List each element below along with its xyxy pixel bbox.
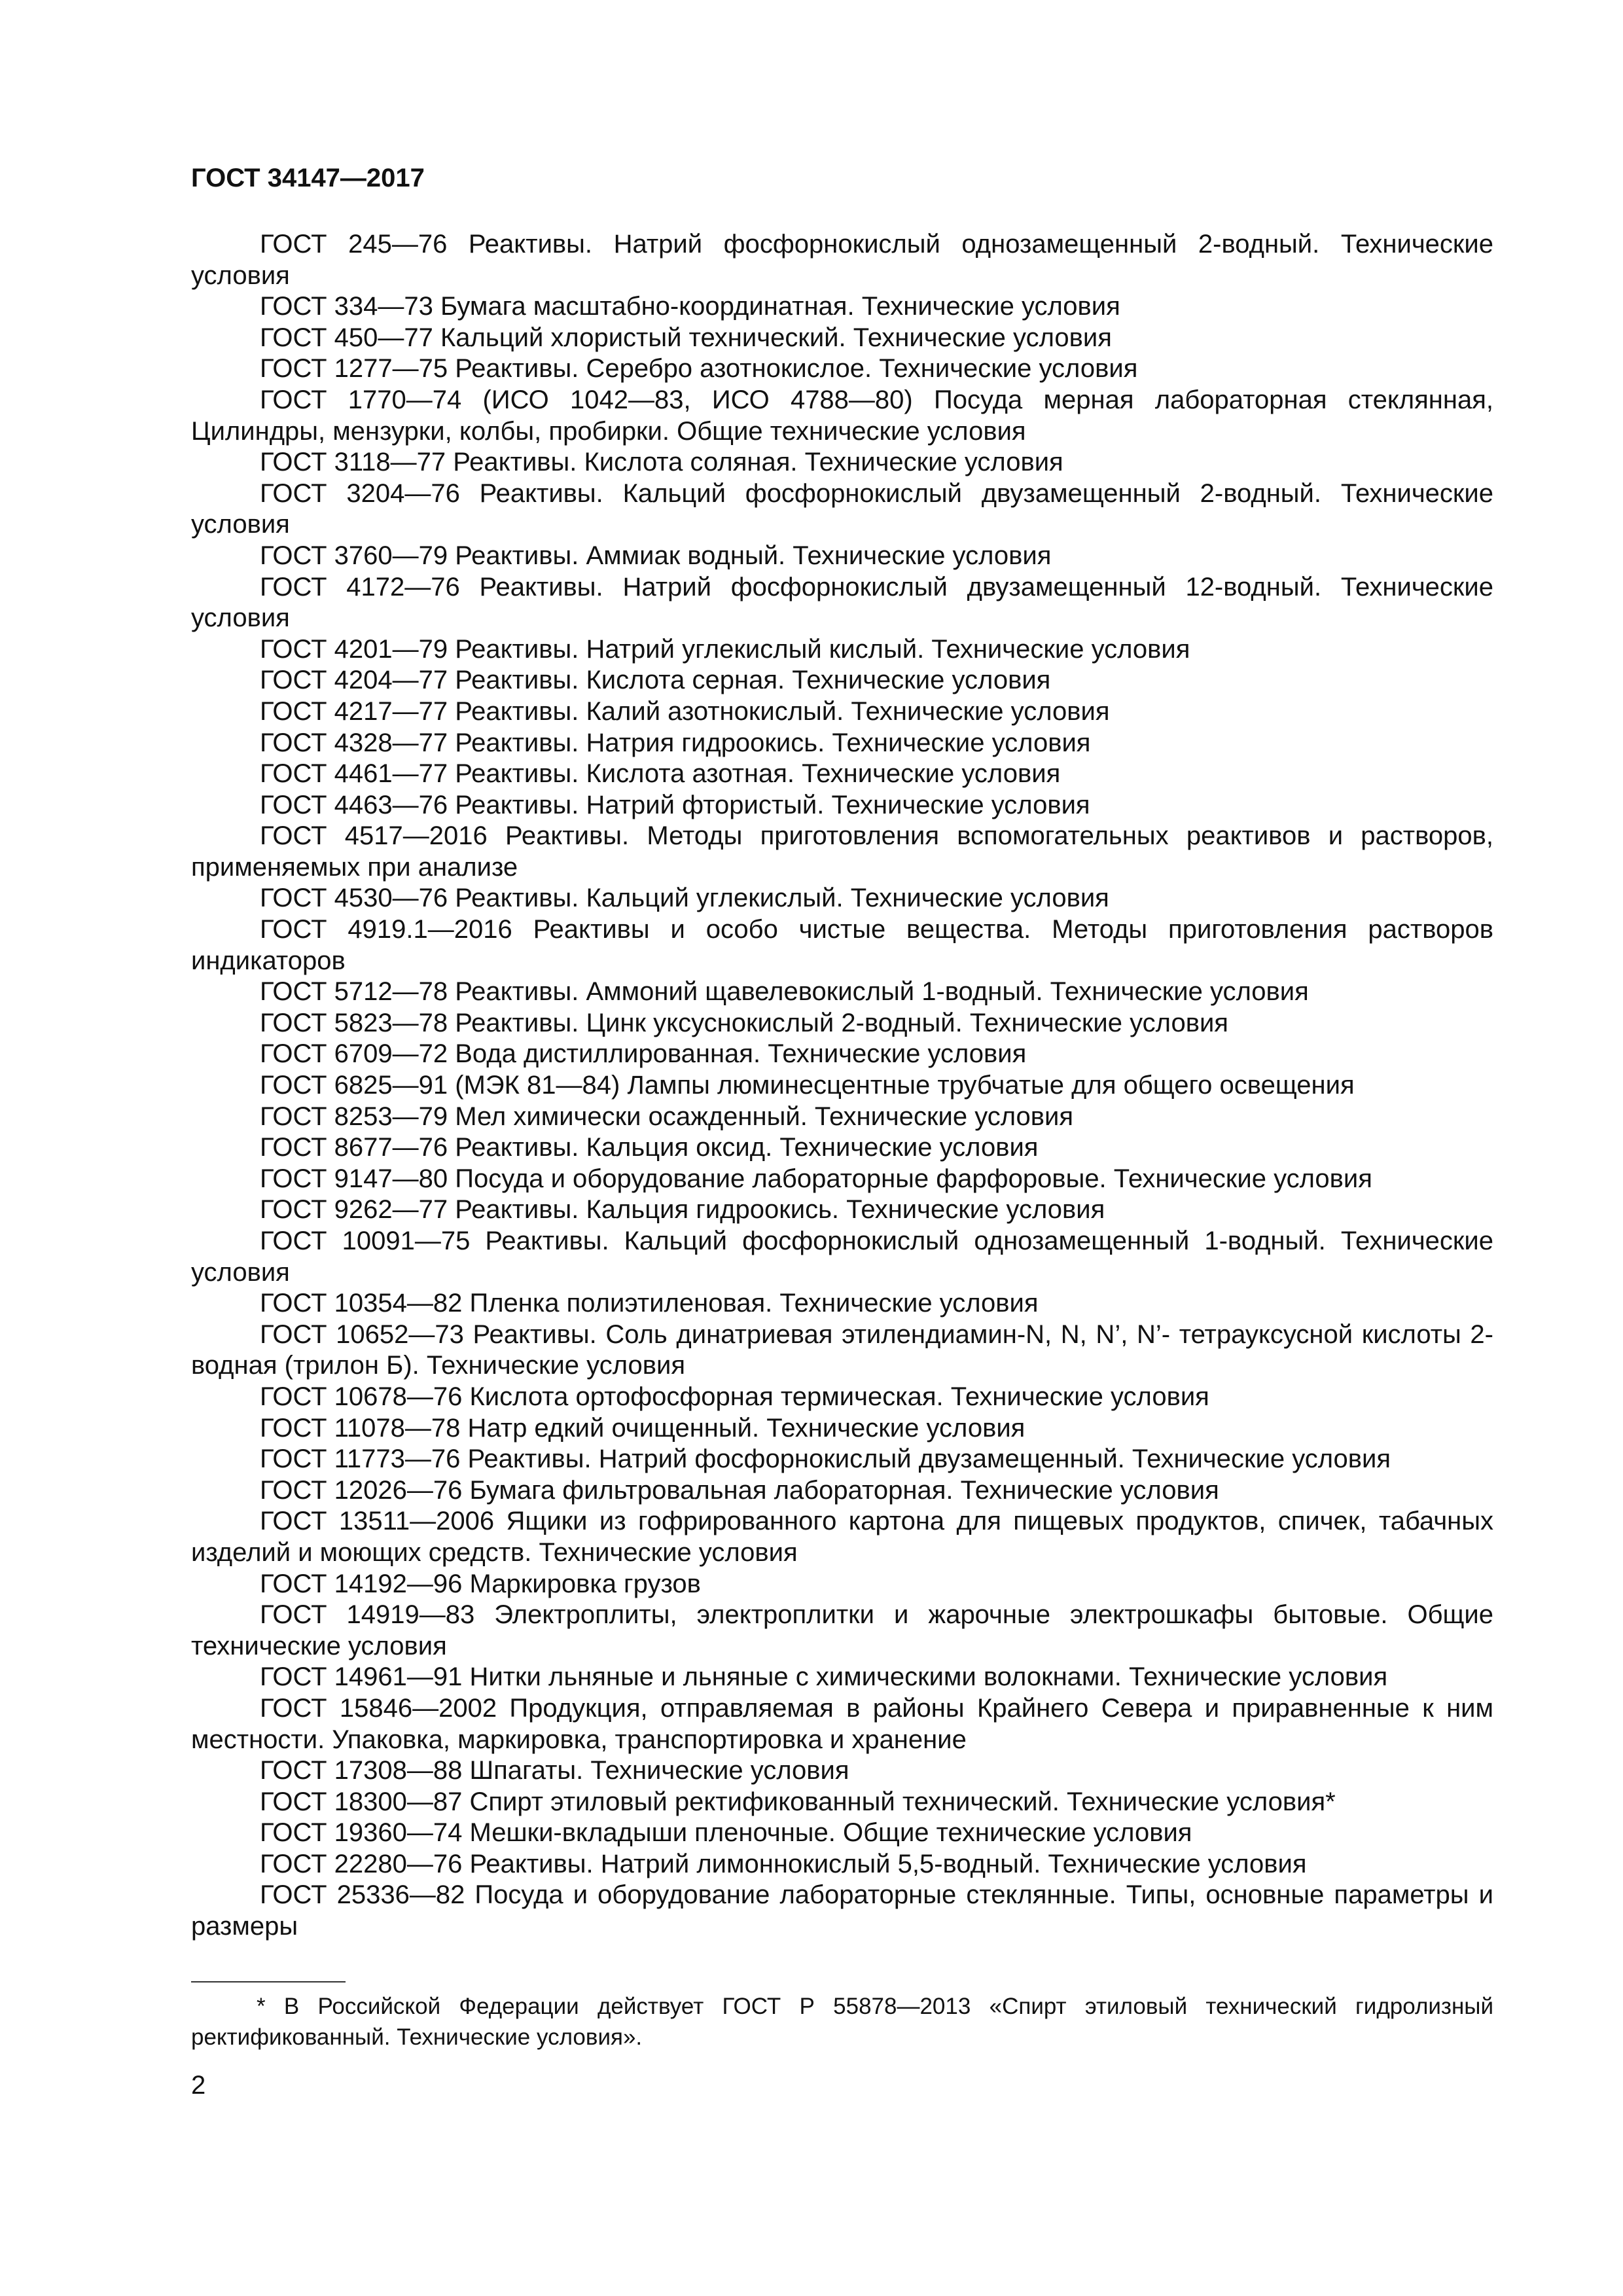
reference-item: ГОСТ 450—77 Кальций хлористый технический. Технические условия bbox=[260, 323, 1112, 352]
reference-item: ГОСТ 4517—2016 Реактивы. Методы приготовления вспомогательных реактивов и растворов, применяемых при анализе bbox=[191, 821, 1493, 882]
document-header: ГОСТ 34147—2017 bbox=[191, 164, 425, 192]
reference-item: ГОСТ 4530—76 Реактивы. Кальций углекислый. Технические условия bbox=[260, 884, 1109, 913]
reference-item: ГОСТ 4328—77 Реактивы. Натрия гидроокись. Технические условия bbox=[260, 728, 1091, 757]
reference-item: ГОСТ 19360—74 Мешки-вкладыши пленочные. Общие технические условия bbox=[260, 1818, 1192, 1848]
reference-item: ГОСТ 22280—76 Реактивы. Натрий лимоннокислый 5,5-водный. Технические условия bbox=[260, 1849, 1307, 1878]
reference-item: ГОСТ 17308—88 Шпагаты. Технические условия bbox=[260, 1756, 849, 1785]
reference-item: ГОСТ 3760—79 Реактивы. Аммиак водный. Технические условия bbox=[260, 541, 1052, 570]
reference-item: ГОСТ 334—73 Бумага масштабно-координатная. Технические условия bbox=[260, 292, 1120, 321]
reference-item: ГОСТ 5712—78 Реактивы. Аммоний щавелевокислый 1-водный. Технические условия bbox=[260, 977, 1309, 1007]
reference-item: ГОСТ 4217—77 Реактивы. Калий азотнокислый. Технические условия bbox=[260, 696, 1110, 726]
reference-item: ГОСТ 10354—82 Пленка полиэтиленовая. Технические условия bbox=[260, 1289, 1039, 1318]
reference-item: ГОСТ 14192—96 Маркировка грузов bbox=[260, 1569, 701, 1598]
reference-item: ГОСТ 3118—77 Реактивы. Кислота соляная. Технические условия bbox=[260, 448, 1063, 477]
reference-item: ГОСТ 9147—80 Посуда и оборудование лабораторные фарфоровые. Технические условия bbox=[260, 1164, 1372, 1193]
reference-item: ГОСТ 5823—78 Реактивы. Цинк уксуснокислый 2-водный. Технические условия bbox=[260, 1008, 1228, 1037]
reference-item: ГОСТ 3204—76 Реактивы. Кальций фосфорнокислый двузамещенный 2-водный. Технические условия bbox=[191, 478, 1493, 539]
reference-item: ГОСТ 4204—77 Реактивы. Кислота серная. Технические условия bbox=[260, 666, 1051, 695]
reference-item: ГОСТ 8253—79 Мел химически осажденный. Технические условия bbox=[260, 1102, 1074, 1131]
reference-item: ГОСТ 12026—76 Бумага фильтровальная лабораторная. Технические условия bbox=[260, 1475, 1219, 1505]
reference-item: ГОСТ 4201—79 Реактивы. Натрий углекислый кислый. Технические условия bbox=[260, 634, 1190, 664]
reference-item: ГОСТ 11773—76 Реактивы. Натрий фосфорнокислый двузамещенный. Технические условия bbox=[260, 1444, 1391, 1474]
reference-item: ГОСТ 6709—72 Вода дистиллированная. Технические условия bbox=[260, 1039, 1027, 1069]
reference-item: ГОСТ 1770—74 (ИСО 1042—83, ИСО 4788—80) Посуда мерная лабораторная стеклянная, Цилиндры, мензурки, колбы, пробирки. Общие технические условия bbox=[191, 385, 1493, 446]
reference-item: ГОСТ 245—76 Реактивы. Натрий фосфорнокислый однозамещенный 2-водный. Технические условия bbox=[191, 230, 1493, 290]
reference-item: ГОСТ 4461—77 Реактивы. Кислота азотная. Технические условия bbox=[260, 759, 1061, 789]
reference-item: ГОСТ 10678—76 Кислота ортофосфорная термическая. Технические условия bbox=[260, 1382, 1209, 1411]
reference-item: ГОСТ 14961—91 Нитки льняные и льняные с химическими волокнами. Технические условия bbox=[260, 1662, 1388, 1692]
reference-item: ГОСТ 4172—76 Реактивы. Натрий фосфорнокислый двузамещенный 12-водный. Технические условия bbox=[191, 572, 1493, 633]
reference-item: ГОСТ 10091—75 Реактивы. Кальций фосфорнокислый однозамещенный 1-водный. Технические условия bbox=[191, 1227, 1493, 1287]
reference-item: ГОСТ 10652—73 Реактивы. Соль динатриевая этилендиамин-N, N, N’, N’- тетрауксусной кислоты 2-водная (трилон Б). Технические условия bbox=[191, 1319, 1493, 1380]
normative-references-list bbox=[191, 229, 1493, 1943]
reference-item: ГОСТ 14919—83 Электроплиты, электроплитки и жарочные электрошкафы бытовые. Общие технические условия bbox=[191, 1600, 1493, 1660]
reference-item: ГОСТ 13511—2006 Ящики из гофрированного картона для пищевых продуктов, спичек, табачных изделий и моющих средств. Технические условия bbox=[191, 1507, 1493, 1567]
reference-item: ГОСТ 4463—76 Реактивы. Натрий фтористый. Технические условия bbox=[260, 790, 1090, 819]
reference-item: ГОСТ 8677—76 Реактивы. Кальция оксид. Технические условия bbox=[260, 1133, 1039, 1162]
reference-item: ГОСТ 1277—75 Реактивы. Серебро азотнокислое. Технические условия bbox=[260, 354, 1138, 384]
footnote: * В Российской Федерации действует ГОСТ Р 55878—2013 «Спирт этиловый технический гидролизный ректификованный. Технические условия». bbox=[191, 1994, 1493, 2050]
footnote-divider bbox=[191, 1981, 346, 1982]
reference-item: ГОСТ 15846—2002 Продукция, отправляемая в районы Крайнего Севера и приравненные к ним местности. Упаковка, маркировка, транспортировка и хранение bbox=[191, 1693, 1493, 1754]
reference-item: ГОСТ 4919.1—2016 Реактивы и особо чистые вещества. Методы приготовления растворов индикаторов bbox=[191, 915, 1493, 975]
reference-item: ГОСТ 18300—87 Спирт этиловый ректификованный технический. Технические условия* bbox=[260, 1787, 1336, 1816]
reference-item: ГОСТ 6825—91 (МЭК 81—84) Лампы люминесцентные трубчатые для общего освещения bbox=[260, 1071, 1355, 1100]
reference-item: ГОСТ 25336—82 Посуда и оборудование лабораторные стеклянные. Типы, основные параметры и размеры bbox=[191, 1880, 1493, 1941]
reference-item: ГОСТ 11078—78 Натр едкий очищенный. Технические условия bbox=[260, 1413, 1026, 1443]
page-number: 2 bbox=[191, 2071, 206, 2100]
reference-item: ГОСТ 9262—77 Реактивы. Кальция гидроокись. Технические условия bbox=[260, 1195, 1105, 1225]
